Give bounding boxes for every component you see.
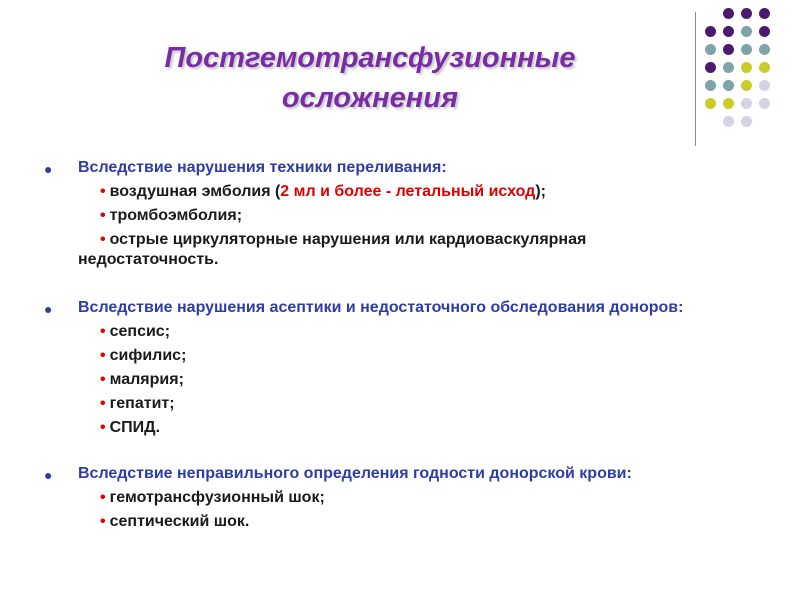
- decorative-dot: [741, 44, 752, 55]
- title-line-2: осложнения: [281, 82, 459, 114]
- decorative-dot: [741, 62, 752, 73]
- decorative-dot: [723, 8, 734, 19]
- list-item-text: сепсис;: [109, 323, 171, 340]
- decorative-dot: [723, 44, 734, 55]
- red-dot-bullet-icon: •: [100, 347, 106, 364]
- decorative-dot: [759, 26, 770, 37]
- slide-content: [40, 158, 760, 532]
- decorative-dot: [759, 80, 770, 91]
- decorative-dot: [741, 26, 752, 37]
- sub-list: [40, 322, 760, 438]
- red-dot-bullet-icon: •: [100, 489, 106, 506]
- decorative-dot: [705, 98, 716, 109]
- section-heading-text: Вследствие нарушения асептики и недостаточного обследования доноров:: [78, 299, 684, 316]
- red-dot-bullet-icon: •: [100, 207, 106, 224]
- section-technique: [40, 158, 760, 270]
- title-line-1: Постгемотрансфузионные: [164, 42, 576, 74]
- decorative-dot: [741, 98, 752, 109]
- sub-list: [40, 182, 760, 270]
- list-item-text: сифилис;: [109, 347, 187, 364]
- list-item-text: тромбоэмболия;: [109, 207, 243, 224]
- decorative-dot: [741, 80, 752, 91]
- list-item-text: септический шок.: [109, 513, 250, 530]
- red-dot-bullet-icon: •: [100, 395, 106, 412]
- red-dot-bullet-icon: •: [100, 513, 106, 530]
- decorative-dot: [705, 26, 716, 37]
- red-dot-bullet-icon: •: [100, 231, 106, 248]
- decorative-dot-grid: [705, 8, 785, 138]
- section-asepsis: [40, 298, 760, 438]
- decorative-dot: [759, 98, 770, 109]
- dot-bullet-icon: ●: [44, 301, 53, 317]
- section-heading: [40, 464, 758, 484]
- section-donor-blood: [40, 464, 760, 532]
- red-dot-bullet-icon: •: [100, 419, 106, 436]
- list-item: [40, 418, 750, 438]
- list-item-text: малярия;: [109, 371, 184, 388]
- list-item: [40, 346, 750, 366]
- decorative-dot: [741, 116, 752, 127]
- decorative-dot: [741, 8, 752, 19]
- decorative-dot: [705, 62, 716, 73]
- list-item: [40, 230, 728, 270]
- dot-bullet-icon: ●: [44, 467, 53, 483]
- list-item-highlight: 2 мл и более - летальный исход: [280, 183, 536, 200]
- list-item-text: острые циркуляторные нарушения или кардиоваскулярная недостаточность.: [78, 231, 587, 268]
- list-item: [40, 512, 750, 532]
- list-item: [40, 394, 750, 414]
- section-heading-text: Вследствие неправильного определения годности донорской крови:: [78, 465, 632, 482]
- decorative-dot: [723, 98, 734, 109]
- decorative-dot: [759, 8, 770, 19]
- list-item: [40, 182, 750, 202]
- decorative-dot: [723, 116, 734, 127]
- list-item-text: гемотрансфузионный шок;: [109, 489, 325, 506]
- list-item-text-end: );: [535, 183, 546, 200]
- dot-bullet-icon: ●: [44, 161, 53, 177]
- slide-title: [110, 38, 630, 118]
- decorative-dot: [705, 44, 716, 55]
- section-heading: [40, 298, 758, 318]
- list-item: [40, 488, 750, 508]
- red-dot-bullet-icon: •: [100, 323, 106, 340]
- list-item: [40, 206, 750, 226]
- decorative-dot: [705, 80, 716, 91]
- decorative-dot: [723, 80, 734, 91]
- list-item-text: гепатит;: [109, 395, 175, 412]
- list-item: [40, 322, 750, 342]
- list-item-text: воздушная эмболия (: [109, 183, 281, 200]
- section-heading: [40, 158, 758, 178]
- red-dot-bullet-icon: •: [100, 183, 106, 200]
- decorative-dot: [759, 62, 770, 73]
- decorative-dot: [759, 44, 770, 55]
- section-heading-text: Вследствие нарушения техники переливания:: [78, 159, 447, 176]
- list-item-text: СПИД.: [109, 419, 161, 436]
- sub-list: [40, 488, 760, 532]
- decorative-dot: [723, 62, 734, 73]
- list-item: [40, 370, 750, 390]
- decorative-dot: [723, 26, 734, 37]
- red-dot-bullet-icon: •: [100, 371, 106, 388]
- decorative-divider: [695, 12, 696, 146]
